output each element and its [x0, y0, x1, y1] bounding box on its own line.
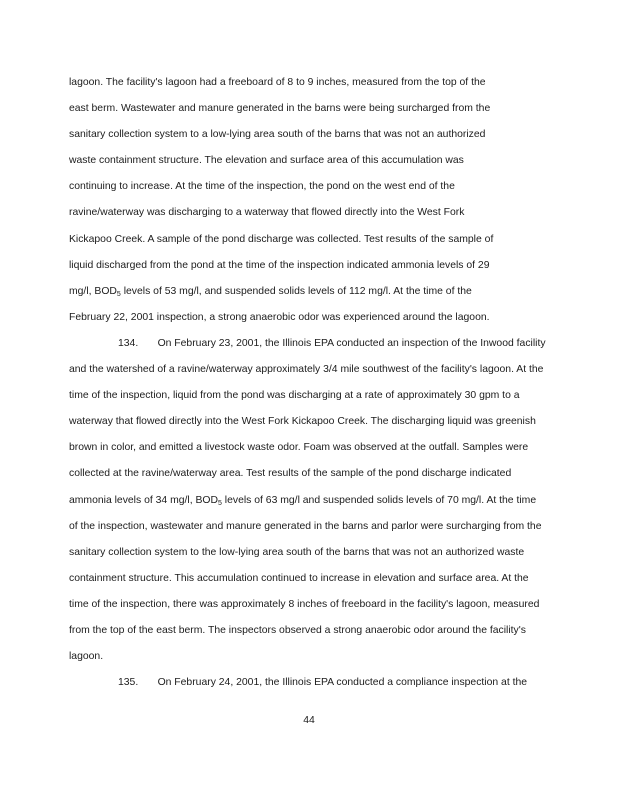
paragraph-text: On February 24, 2001, the Illinois EPA conducted a compliance inspection at the — [157, 677, 528, 689]
text-line: Kickapoo Creek. A sample of the pond discharge was collected. Test results of the sample of — [69, 233, 494, 245]
text-line: waste containment structure. The elevation and surface area of this accumulation was — [69, 155, 464, 167]
text-line: ravine/waterway was discharging to a waterway that flowed directly into the West Fork — [69, 207, 465, 219]
text-line: east berm. Wastewater and manure generated in the barns were being surcharged from the — [69, 103, 491, 115]
text-line: February 22, 2001 inspection, a strong anaerobic odor was experienced around the lagoon. — [69, 311, 490, 323]
paragraph-text: levels of 63 mg/l and suspended solids levels of 70 mg/l. At the time of the inspection, wastewater and manure generated in the barns and parlor were surcharging from the sanitary collection system to the low-lying area south of the barns that was not an authorized waste containment structure. This accumulation continued to increase in elevation and surface area. At the time of the inspection, there was approximately 8 inches of freeboard in the facility's lagoon, measured from the top of the east berm. The inspectors observed a strong anaerobic odor around the facility's lagoon. — [69, 494, 542, 663]
subscript: 5 — [218, 499, 222, 507]
text-line: mg/l, BOD — [69, 285, 117, 297]
paragraph-134 — [69, 331, 547, 670]
subscript: 5 — [116, 290, 121, 298]
page-number: 44 — [303, 715, 315, 726]
continuation-paragraph — [69, 70, 547, 331]
paragraph-number: 134. — [118, 337, 139, 349]
text-line: sanitary collection system to a low-lying area south of the barns that was not an authorized — [69, 129, 486, 141]
document-body — [69, 70, 547, 696]
paragraph-135 — [69, 670, 547, 696]
text-line: liquid discharged from the pond at the time of the inspection indicated ammonia levels of 29 — [69, 259, 490, 271]
text-line: levels of 53 mg/l, and suspended solids levels of 112 mg/l. At the time of the — [120, 285, 472, 297]
paragraph-number: 135. — [118, 677, 139, 689]
paragraph-text: On February 23, 2001, the Illinois EPA conducted an inspection of the Inwood facility and the watershed of a ravine/waterway approximately 3/4 mile southwest of the facility's lagoon. At the time of the inspection, liquid from the pond was discharging at a rate of approximately 30 gpm to a waterway that flowed directly into the West Fork Kickapoo Creek. The discharging liquid was greenish brown in color, and emitted a livestock waste odor. Foam was observed at the outfall. Samples were collected at the ravine/waterway area. Test results of the sample of the pond discharge indicated ammonia levels of 34 mg/l, BOD — [69, 337, 546, 506]
text-line: lagoon. The facility's lagoon had a freeboard of 8 to 9 inches, measured from the top of the — [69, 77, 486, 88]
text-line: continuing to increase. At the time of the inspection, the pond on the west end of the — [69, 181, 455, 193]
